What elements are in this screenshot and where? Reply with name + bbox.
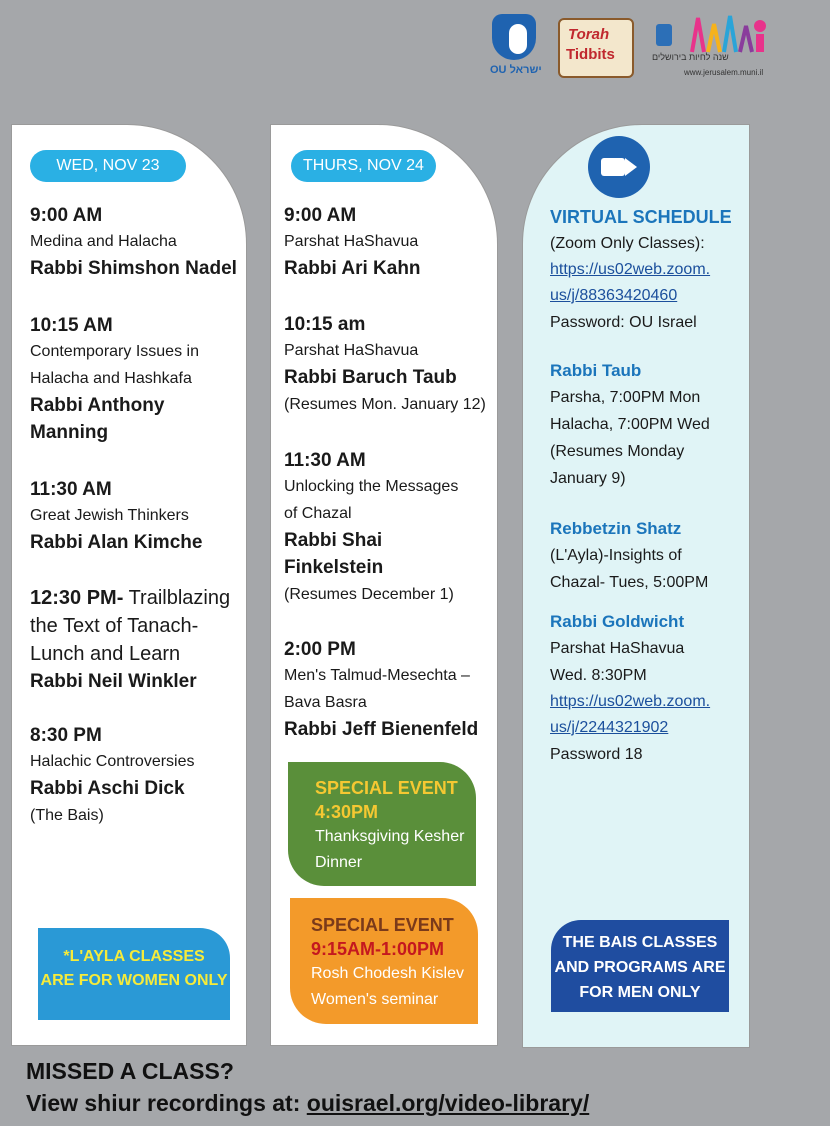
women-only-note: *L'AYLA CLASSES ARE FOR WOMEN ONLY	[38, 928, 230, 1020]
class-item: 10:15 am Parshat HaShavua Rabbi Baruch Taub (Resumes Mon. January 12)	[284, 314, 486, 413]
virtual-item: Rabbi Taub Parsha, 7:00PM Mon Halacha, 7:00PM Wed (Resumes Monday January 9)	[550, 361, 710, 487]
class-item: 2:00 PM Men's Talmud-Mesechta – Bava Basra Rabbi Jeff Bienenfeld	[284, 639, 479, 740]
virtual-item: Rabbi Goldwicht Parshat HaShavua Wed. 8:30PM https://us02web.zoom. us/j/2244321902 Password 18	[550, 609, 740, 768]
class-item: 12:30 PM- Trailblazing the Text of Tanach- Lunch and Learn Rabbi Neil Winkler	[30, 587, 231, 692]
virtual-item: Rebbetzin Shatz (L'Ayla)-Insights of Chazal- Tues, 5:00PM	[550, 519, 709, 591]
jerusalem-seal-icon	[656, 24, 672, 46]
class-item: 11:30 AM Unlocking the Messages of Chazal Rabbi Shai Finkelstein (Resumes December 1)	[284, 450, 459, 603]
class-item: 8:30 PM Halachic Controversies Rabbi Aschi Dick (The Bais)	[30, 725, 195, 824]
special-event-rosh-chodesh: SPECIAL EVENT 9:15AM-1:00PM Rosh Chodesh Kislev Women's seminar	[290, 898, 478, 1024]
header-logos	[488, 12, 778, 80]
missed-class-heading: MISSED A CLASS?	[26, 1058, 234, 1084]
day-pill-thu: THURS, NOV 24	[291, 150, 436, 182]
class-item: 9:00 AM Parshat HaShavua Rabbi Ari Kahn	[284, 205, 421, 279]
day-pill-wed: WED, NOV 23	[30, 150, 186, 182]
zoom-link-1-cont[interactable]: us/j/88363420460	[550, 287, 678, 304]
special-event-thanksgiving: SPECIAL EVENT 4:30PM Thanksgiving Kesher Dinner	[288, 762, 476, 886]
class-item: 9:00 AM Medina and Halacha Rabbi Shimshon Nadel	[30, 205, 237, 279]
video-library-link[interactable]: ouisrael.org/video-library/	[306, 1090, 590, 1116]
class-item: 10:15 AM Contemporary Issues in Halacha and Hashkafa Rabbi Anthony Manning	[30, 315, 199, 443]
recordings-line: View shiur recordings at: ouisrael.org/video-library/	[26, 1090, 590, 1116]
men-only-note: THE BAIS CLASSES AND PROGRAMS ARE FOR MEN ONLY	[551, 920, 729, 1012]
jerusalem-municipality-logo: שנה לחיות בירושלים www.jerusalem.muni.il	[648, 12, 773, 80]
zoom-link-2-cont[interactable]: us/j/2244321902	[550, 719, 669, 736]
ou-israel-logo: OU ישראל	[488, 12, 544, 80]
virtual-intro: VIRTUAL SCHEDULE (Zoom Only Classes): https://us02web.zoom. us/j/88363420460 Password: OU Israel	[550, 204, 740, 336]
torah-tidbits-logo: Torah Tidbits	[558, 18, 634, 78]
video-camera-icon	[588, 136, 650, 198]
zoom-link-1[interactable]: https://us02web.zoom.	[550, 261, 711, 278]
zoom-link-2[interactable]: https://us02web.zoom.	[550, 693, 711, 710]
class-item: 11:30 AM Great Jewish Thinkers Rabbi Alan Kimche	[30, 479, 203, 553]
